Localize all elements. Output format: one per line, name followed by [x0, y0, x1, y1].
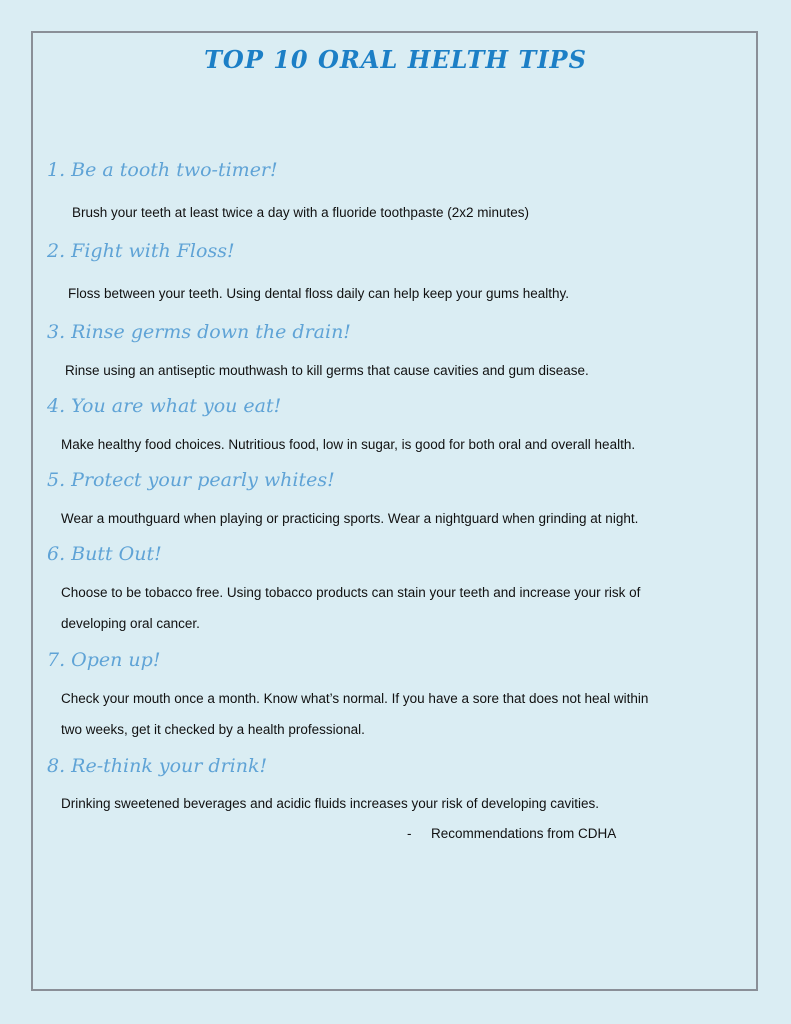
source-credit — [407, 826, 616, 841]
tip-1-heading: 1. Be a tooth two-timer! — [47, 159, 278, 181]
tip-6-heading: 6. Butt Out! — [47, 543, 162, 565]
tip-4-heading: 4. You are what you eat! — [47, 395, 282, 417]
tip-7-heading: 7. Open up! — [47, 649, 161, 671]
tip-1-text: Brush your teeth at least twice a day with a fluoride toothpaste (2x2 minutes) — [72, 205, 529, 220]
tip-7-text-line-1: Check your mouth once a month. Know what’s normal. If you have a sore that does not heal within — [61, 691, 649, 706]
tip-3-heading: 3. Rinse germs down the drain! — [47, 321, 351, 343]
tip-5-text: Wear a mouthguard when playing or practicing sports. Wear a nightguard when grinding at night. — [61, 511, 639, 526]
tip-8-heading: 8. Re-think your drink! — [47, 755, 268, 777]
tip-2-text: Floss between your teeth. Using dental floss daily can help keep your gums healthy. — [68, 286, 570, 301]
tip-4-text: Make healthy food choices. Nutritious food, low in sugar, is good for both oral and overall health. — [61, 437, 636, 452]
tip-2-heading: 2. Fight with Floss! — [47, 240, 235, 262]
tip-5-heading: 5. Protect your pearly whites! — [47, 469, 335, 491]
tip-6-text-line-1: Choose to be tobacco free. Using tobacco products can stain your teeth and increase your risk of — [61, 585, 641, 600]
tip-7-text-line-2: two weeks, get it checked by a health professional. — [61, 722, 365, 737]
credit-dash: - — [407, 826, 412, 841]
page-title: TOP 10 ORAL HELTH TIPS — [204, 45, 587, 74]
tip-6-text-line-2: developing oral cancer. — [61, 616, 200, 631]
tip-8-text: Drinking sweetened beverages and acidic fluids increases your risk of developing cavities. — [61, 796, 600, 811]
credit-text: Recommendations from CDHA — [431, 826, 617, 841]
tip-3-text: Rinse using an antiseptic mouthwash to kill germs that cause cavities and gum disease. — [65, 363, 589, 378]
